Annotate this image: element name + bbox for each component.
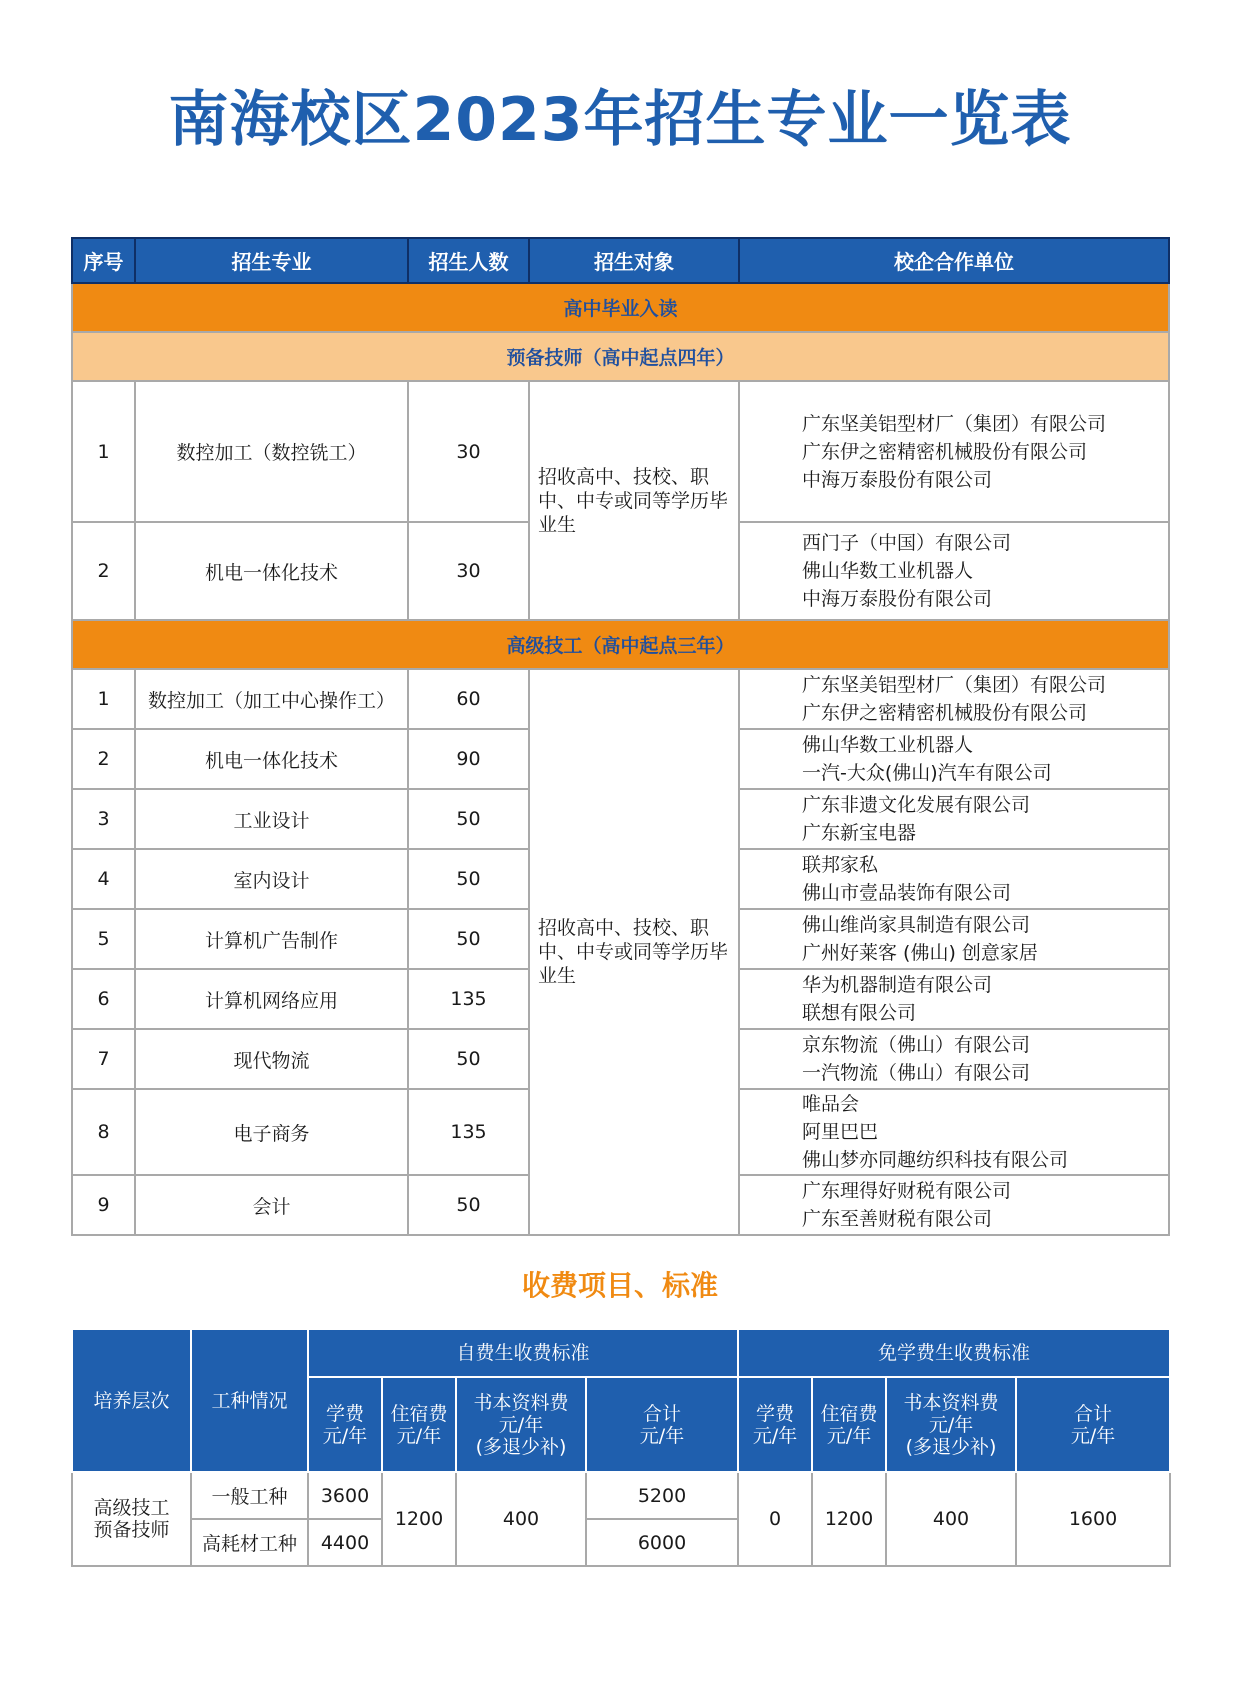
header-count: 招生人数 [408,238,529,283]
free-total-cell: 1600 [1016,1472,1170,1566]
count-cell: 60 [408,669,529,729]
header-major: 招生专业 [135,238,408,283]
major-cell: 电子商务 [135,1089,408,1175]
partner-name: 广东理得好财税有限公司 [802,1180,1012,1202]
major-cell: 现代物流 [135,1029,408,1089]
header-target: 招生对象 [529,238,739,283]
major-cell: 工业设计 [135,789,408,849]
section-row [72,620,1169,669]
major-cell: 计算机广告制作 [135,909,408,969]
major-cell: 计算机网络应用 [135,969,408,1029]
seq-cell: 8 [72,1089,135,1175]
count-cell: 50 [408,1175,529,1235]
seq-cell: 1 [72,381,135,522]
partners-cell [739,381,1169,522]
partners-cell [739,522,1169,620]
total-cell: 6000 [586,1519,738,1566]
header-line: 学费 [756,1402,795,1425]
header-books [456,1377,586,1472]
level-cell [72,1472,191,1566]
partner-name: 广东至善财税有限公司 [802,1208,993,1230]
partners-cell [739,1089,1169,1175]
partner-name: 联想有限公司 [802,1002,917,1024]
partner-name: 佛山华数工业机器人 [802,734,974,756]
header-line: 住宿费 [390,1402,448,1425]
header-dorm [812,1377,886,1472]
partners-cell [739,1029,1169,1089]
seq-cell: 3 [72,789,135,849]
header-line: 元/年 [752,1424,798,1447]
header-line: 元/年 [1070,1424,1116,1447]
count-cell: 50 [408,849,529,909]
header-work-type: 工种情况 [191,1329,308,1472]
header-seq: 序号 [72,238,135,283]
seq-cell: 5 [72,909,135,969]
count-cell: 135 [408,969,529,1029]
seq-cell: 1 [72,669,135,729]
header-line: 元/年 [322,1424,368,1447]
header-tuition [738,1377,812,1472]
header-line: 元/年 [826,1424,872,1447]
group1-title: 预备技师（高中起点四年） [72,332,1169,381]
header-partners: 校企合作单位 [739,238,1169,283]
partner-name: 佛山市壹品装饰有限公司 [802,882,1012,904]
header-free: 免学费生收费标准 [738,1329,1170,1377]
partners-cell [739,1175,1169,1235]
partner-name: 华为机器制造有限公司 [802,974,993,996]
partner-name: 佛山梦亦同趣纺织科技有限公司 [802,1149,1069,1171]
count-cell: 50 [408,789,529,849]
partner-name: 一汽-大众(佛山)汽车有限公司 [802,762,1052,784]
table-row [72,669,1169,729]
header-line: 元/年 [928,1413,974,1436]
major-cell: 数控加工（数控铣工） [135,381,408,522]
count-cell: 30 [408,522,529,620]
partner-name: 中海万泰股份有限公司 [802,468,993,491]
fee-table [71,1328,1171,1567]
seq-cell: 6 [72,969,135,1029]
count-cell: 90 [408,729,529,789]
header-line: 元/年 [498,1413,544,1436]
group2-title: 高级技工（高中起点三年） [72,620,1169,669]
header-line: 合计 [643,1402,682,1425]
total-cell: 5200 [586,1472,738,1519]
target-cell: 招收高中、技校、职中、中专或同等学历毕业生 [529,381,739,620]
admission-section-label: 高中毕业入读 [72,283,1169,332]
header-line: 元/年 [639,1424,685,1447]
free-dorm-cell: 1200 [812,1472,886,1566]
table-header-row [72,238,1169,283]
seq-cell: 2 [72,729,135,789]
count-cell: 30 [408,381,529,522]
partner-name: 广东伊之密精密机械股份有限公司 [802,702,1088,724]
header-total [1016,1377,1170,1472]
header-line: 书本资料费 [473,1391,569,1414]
table-row [72,1472,1170,1519]
fee-section-title: 收费项目、标准 [521,1269,718,1302]
free-tuition-cell: 0 [738,1472,812,1566]
books-cell: 400 [456,1472,586,1566]
seq-cell: 7 [72,1029,135,1089]
partners-cell [739,729,1169,789]
enrollment-table [71,237,1170,1236]
header-line: (多退少补) [905,1435,997,1458]
major-cell: 室内设计 [135,849,408,909]
header-line: 学费 [325,1402,364,1425]
seq-cell: 4 [72,849,135,909]
header-line: 书本资料费 [903,1391,999,1414]
partner-name: 佛山维尚家具制造有限公司 [802,914,1031,936]
table-row [72,381,1169,522]
partners-cell [739,789,1169,849]
header-self-paid: 自费生收费标准 [308,1329,738,1377]
major-cell: 会计 [135,1175,408,1235]
level-line: 高级技工 [93,1497,170,1519]
seq-cell: 9 [72,1175,135,1235]
header-line: 元/年 [396,1424,442,1447]
fee-header-row [72,1329,1170,1377]
partner-name: 中海万泰股份有限公司 [802,588,993,610]
header-dorm [382,1377,456,1472]
major-cell: 机电一体化技术 [135,729,408,789]
header-total [586,1377,738,1472]
partners-cell [739,849,1169,909]
page-title: 南海校区2023年招生专业一览表 [168,85,1072,155]
header-tuition [308,1377,382,1472]
major-cell: 数控加工（加工中心操作工） [135,669,408,729]
partner-name: 广东新宝电器 [802,822,917,844]
partner-name: 阿里巴巴 [802,1121,879,1143]
target-cell: 招收高中、技校、职中、中专或同等学历毕业生 [529,669,739,1235]
partner-name: 广东非遗文化发展有限公司 [802,794,1031,816]
partner-name: 广东坚美铝型材厂（集团）有限公司 [802,412,1107,435]
section-row [72,332,1169,381]
work-type-cell: 高耗材工种 [191,1519,308,1566]
level-line: 预备技师 [93,1519,170,1541]
partner-name: 广州好莱客 (佛山) 创意家居 [802,942,1038,964]
count-cell: 135 [408,1089,529,1175]
seq-cell: 2 [72,522,135,620]
count-cell: 50 [408,909,529,969]
partners-cell [739,909,1169,969]
header-line: 住宿费 [820,1402,878,1425]
partner-name: 联邦家私 [802,854,879,876]
partners-cell [739,669,1169,729]
free-books-cell: 400 [886,1472,1016,1566]
count-cell: 50 [408,1029,529,1089]
partner-name: 西门子（中国）有限公司 [802,532,1012,554]
partner-name: 广东坚美铝型材厂（集团）有限公司 [802,674,1107,696]
header-books [886,1377,1016,1472]
tuition-cell: 3600 [308,1472,382,1519]
major-cell: 机电一体化技术 [135,522,408,620]
work-type-cell: 一般工种 [191,1472,308,1519]
dorm-cell: 1200 [382,1472,456,1566]
header-line: 合计 [1074,1402,1113,1425]
partner-name: 佛山华数工业机器人 [802,560,974,582]
partner-name: 广东伊之密精密机械股份有限公司 [802,440,1088,463]
partners-cell [739,969,1169,1029]
partner-name: 京东物流（佛山）有限公司 [802,1034,1031,1056]
section-row [72,283,1169,332]
header-line: (多退少补) [475,1435,567,1458]
partner-name: 一汽物流（佛山）有限公司 [802,1062,1031,1084]
tuition-cell: 4400 [308,1519,382,1566]
partner-name: 唯品会 [802,1093,860,1115]
header-level: 培养层次 [72,1329,191,1472]
